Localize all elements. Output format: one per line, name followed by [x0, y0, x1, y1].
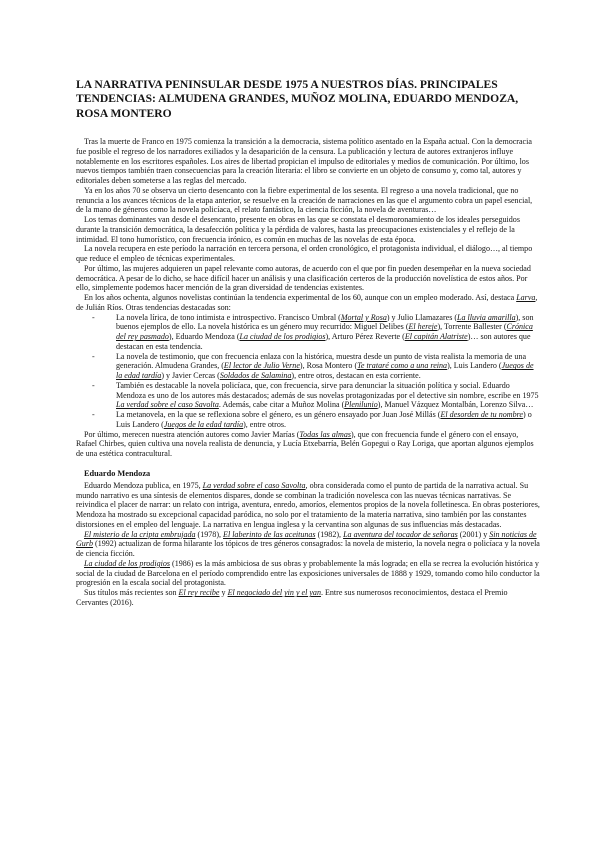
trends-list — [76, 313, 540, 430]
work-title: La ciudad de los prodigios — [239, 332, 326, 342]
work-title: Todas las almas — [299, 429, 351, 439]
list-item-testimony: - La novela de testimonio, que con frecuencia enlaza con la histórica, muestra desde un punto de vista realista la memoria de una generación. Almudena Grandes, (El lector de Julio Verne), Rosa Montero (Te trataré como a una reina), Luis Landero (Juegos de la edad tardía) y Javier Cercas (Soldados de Salamina), entre otros, destacan en esta corriente. — [106, 352, 540, 381]
intro-paragraph-1: Tras la muerte de Franco en 1975 comienza la transición a la democracia, sistema político asentado en la España actual. Con la democracia fue posible el regreso de los narradores exiliados y la desaparición de la censura. La publicación y lectura de autores extranjeros influye notablemente en los escritores españoles. Los aires de libertad propician el impulso de editoriales y medios de comunicación. Por último, los nuevos tiempos también traen consecuencias para la creación literaria: el libro se convierte en un objeto de consumo y, como tal, autores y editoriales deben someterse a las reglas del mercado. — [76, 137, 532, 186]
section-heading: Eduardo Mendoza — [84, 468, 151, 478]
eighties-paragraph: En los años ochenta, algunos novelistas continúan la tendencia experimental de los 60, aunque con un empleo moderado. Así, destaca Larva, de Julián Ríos. Otras tendencias destacadas son: — [76, 293, 538, 312]
intro-paragraph-4: La novela recupera en este período la narración en tercera persona, el orden cronológico, el protagonista individual, el diálogo…, al tiempo que reduce el empleo de técnicas experimentales. — [76, 244, 533, 264]
closing-paragraph: Por último, merecen nuestra atención autores como Javier Marías (Todas las almas), que con frecuencia funde el género con el ensayo, Rafael Chirbes, quien cultiva una novela realista de denuncia, y Lucía Etxebarría, Belén Gopegui o Ray Loriga, que aportan algunos ejemplos de una estética contracultural. — [76, 429, 534, 459]
work-title: Soldados de Salamina — [219, 371, 292, 381]
work-title: La lluvia amarilla — [457, 312, 516, 322]
work-title: Sin noticias de Gurb — [76, 529, 537, 549]
work-title: El hereje — [408, 322, 438, 332]
list-item-crime: - También es destacable la novela policíaca, que, con frecuencia, sirve para denunciar la situación política y social. Eduardo Mendoza es uno de los autores más destacados; además de sus novelas protagonizadas por el detective sin nombre, escribe en 1975 La verdad sobre el caso Savolta. Además, cabe citar a Muñoz Molina (Plenilunio), Manuel Vázquez Montalbán, Lorenzo Silva… — [106, 381, 540, 410]
work-title: Juegos de la edad tardía — [163, 419, 244, 429]
work-title: La ciudad de los prodigios — [84, 558, 170, 568]
work-title: El misterio de la cripta embrujada — [84, 529, 196, 539]
work-title: Mortal y Rosa — [340, 312, 387, 322]
page-title: LA NARRATIVA PENINSULAR DESDE 1975 A NUESTROS DÍAS. PRINCIPALES TENDENCIAS: ALMUDENA GRANDES, MUÑOZ MOLINA, EDUARDO MENDOZA, ROSA MONTERO — [76, 78, 519, 120]
intro-paragraph-3: Los temas dominantes van desde el desencanto, presente en obras en las que se constata el desmoronamiento de los ideales perseguidos durante la transición democrática, la desafección política y la pérdida de valores, hasta las preocupaciones existenciales y el reflejo de la intimidad. El tono humorístico, con frecuencia irónico, es común en muchas de las novelas de esta época. — [76, 215, 520, 244]
work-title: La aventura del tocador de señoras — [343, 529, 458, 539]
work-title: La verdad sobre el caso Savolta — [202, 480, 306, 490]
work-title: Crónica del rey pasmado — [116, 322, 533, 342]
work-title: El capitán Alatriste — [404, 332, 468, 342]
work-title: Te trataré como a una reina — [357, 361, 448, 371]
work-title: El rey recibe — [178, 588, 220, 598]
mendoza-paragraph-1: Eduardo Mendoza publica, en 1975, La verdad sobre el caso Savolta, obra considerada como el punto de partida de la narrativa actual. Su mundo narrativo es una síntesis de elementos dispares, donde se combinan la tradición novelesca con las nuevas técnicas narrativas. Se reivindica el placer de narrar: un relato con intriga, aventura, enredo, amoríos, elementos propios de la novela folletinesca. En obras posteriores, Mendoza ha mostrado su excepcional capacidad paródica, no solo por el tratamiento de la materia narrativa, sino también por las constantes distorsiones en el empleo del lenguaje. La narrativa en lengua inglesa y la cervantina son algunas de sus influencias más destacadas. — [76, 480, 540, 529]
work-title: El laberinto de las aceitunas — [223, 529, 316, 539]
work-title: El desorden de tu nombre — [440, 410, 523, 420]
intro-paragraph-5: Por último, las mujeres adquieren un papel relevante como autoras, de acuerdo con el que por fin pueden desempeñar en la nueva sociedad democrática. A pesar de lo dicho, se hace difícil hacer un análisis y una clasificación certeros de la producción novelística de estos años. Por ello, simplemente podemos hacer mención de la gran diversidad de tendencias existentes. — [76, 263, 531, 293]
work-title: Larva — [516, 293, 536, 303]
work-title: Plenilunio — [344, 400, 378, 410]
mendoza-paragraph-2: El misterio de la cripta embrujada (1978), El laberinto de las aceitunas (1982), La aventura del tocador de señoras (2001) y Sin noticias de Gurb (1992) actualizan de forma hilarante los tópicos de tres géneros consagrados: la novela de misterio, la novela negra o policíaca y la novela de ciencia ficción. — [76, 529, 540, 559]
work-title: Juegos de la edad tardía — [116, 361, 534, 381]
mendoza-paragraph-3: La ciudad de los prodigios (1986) es la más ambiciosa de sus obras y probablemente la más lograda; en ella se recrea la evolución histórica y social de la ciudad de Barcelona en el período comprendido entre las exposiciones universales de 1888 y 1929, tomando como hilo conductor la progresión en la escala social del protagonista. — [76, 558, 540, 588]
intro-paragraph-2: Ya en los años 70 se observa un cierto desencanto con la fiebre experimental de los sesenta. El regreso a una novela tradicional, que no renuncia a los avances técnicos de la etapa anterior, se resuelve en la creación de narraciones en las que el argumento cobra un papel esencial, de la mano de géneros como la novela policíaca, el relato fantástico, la ciencia ficción, la novela de aventuras… — [76, 185, 533, 215]
work-title: La verdad sobre el caso Savolta — [116, 400, 219, 410]
work-title: El negociado del yin y el yan — [227, 588, 321, 598]
mendoza-paragraph-4: Sus títulos más recientes son El rey recibe y El negociado del yin y el yan. Entre sus numerosos reconocimientos, destaca el Premio Cervantes (2016). — [76, 588, 508, 607]
list-item-metanovel: - La metanovela, en la que se reflexiona sobre el género, es un género ensayado por Juan José Millás (El desorden de tu nombre) o Luis Landero (Juegos de la edad tardía), entre otros. — [106, 410, 540, 430]
list-item-lyric: - La novela lírica, de tono intimista e introspectivo. Francisco Umbral (Mortal y Rosa) y Julio Llamazares (La lluvia amarilla), son buenos ejemplos de ello. La novela histórica es un género muy recurrido: Miguel Delibes (El hereje), Torrente Ballester (Crónica del rey pasmado), Eduardo Mendoza (La ciudad de los prodigios), Arturo Pérez Reverte (El capitán Alatriste)… son autores que destacan en esta tendencia. — [106, 313, 540, 352]
work-title: El lector de Julio Verne — [223, 361, 300, 371]
